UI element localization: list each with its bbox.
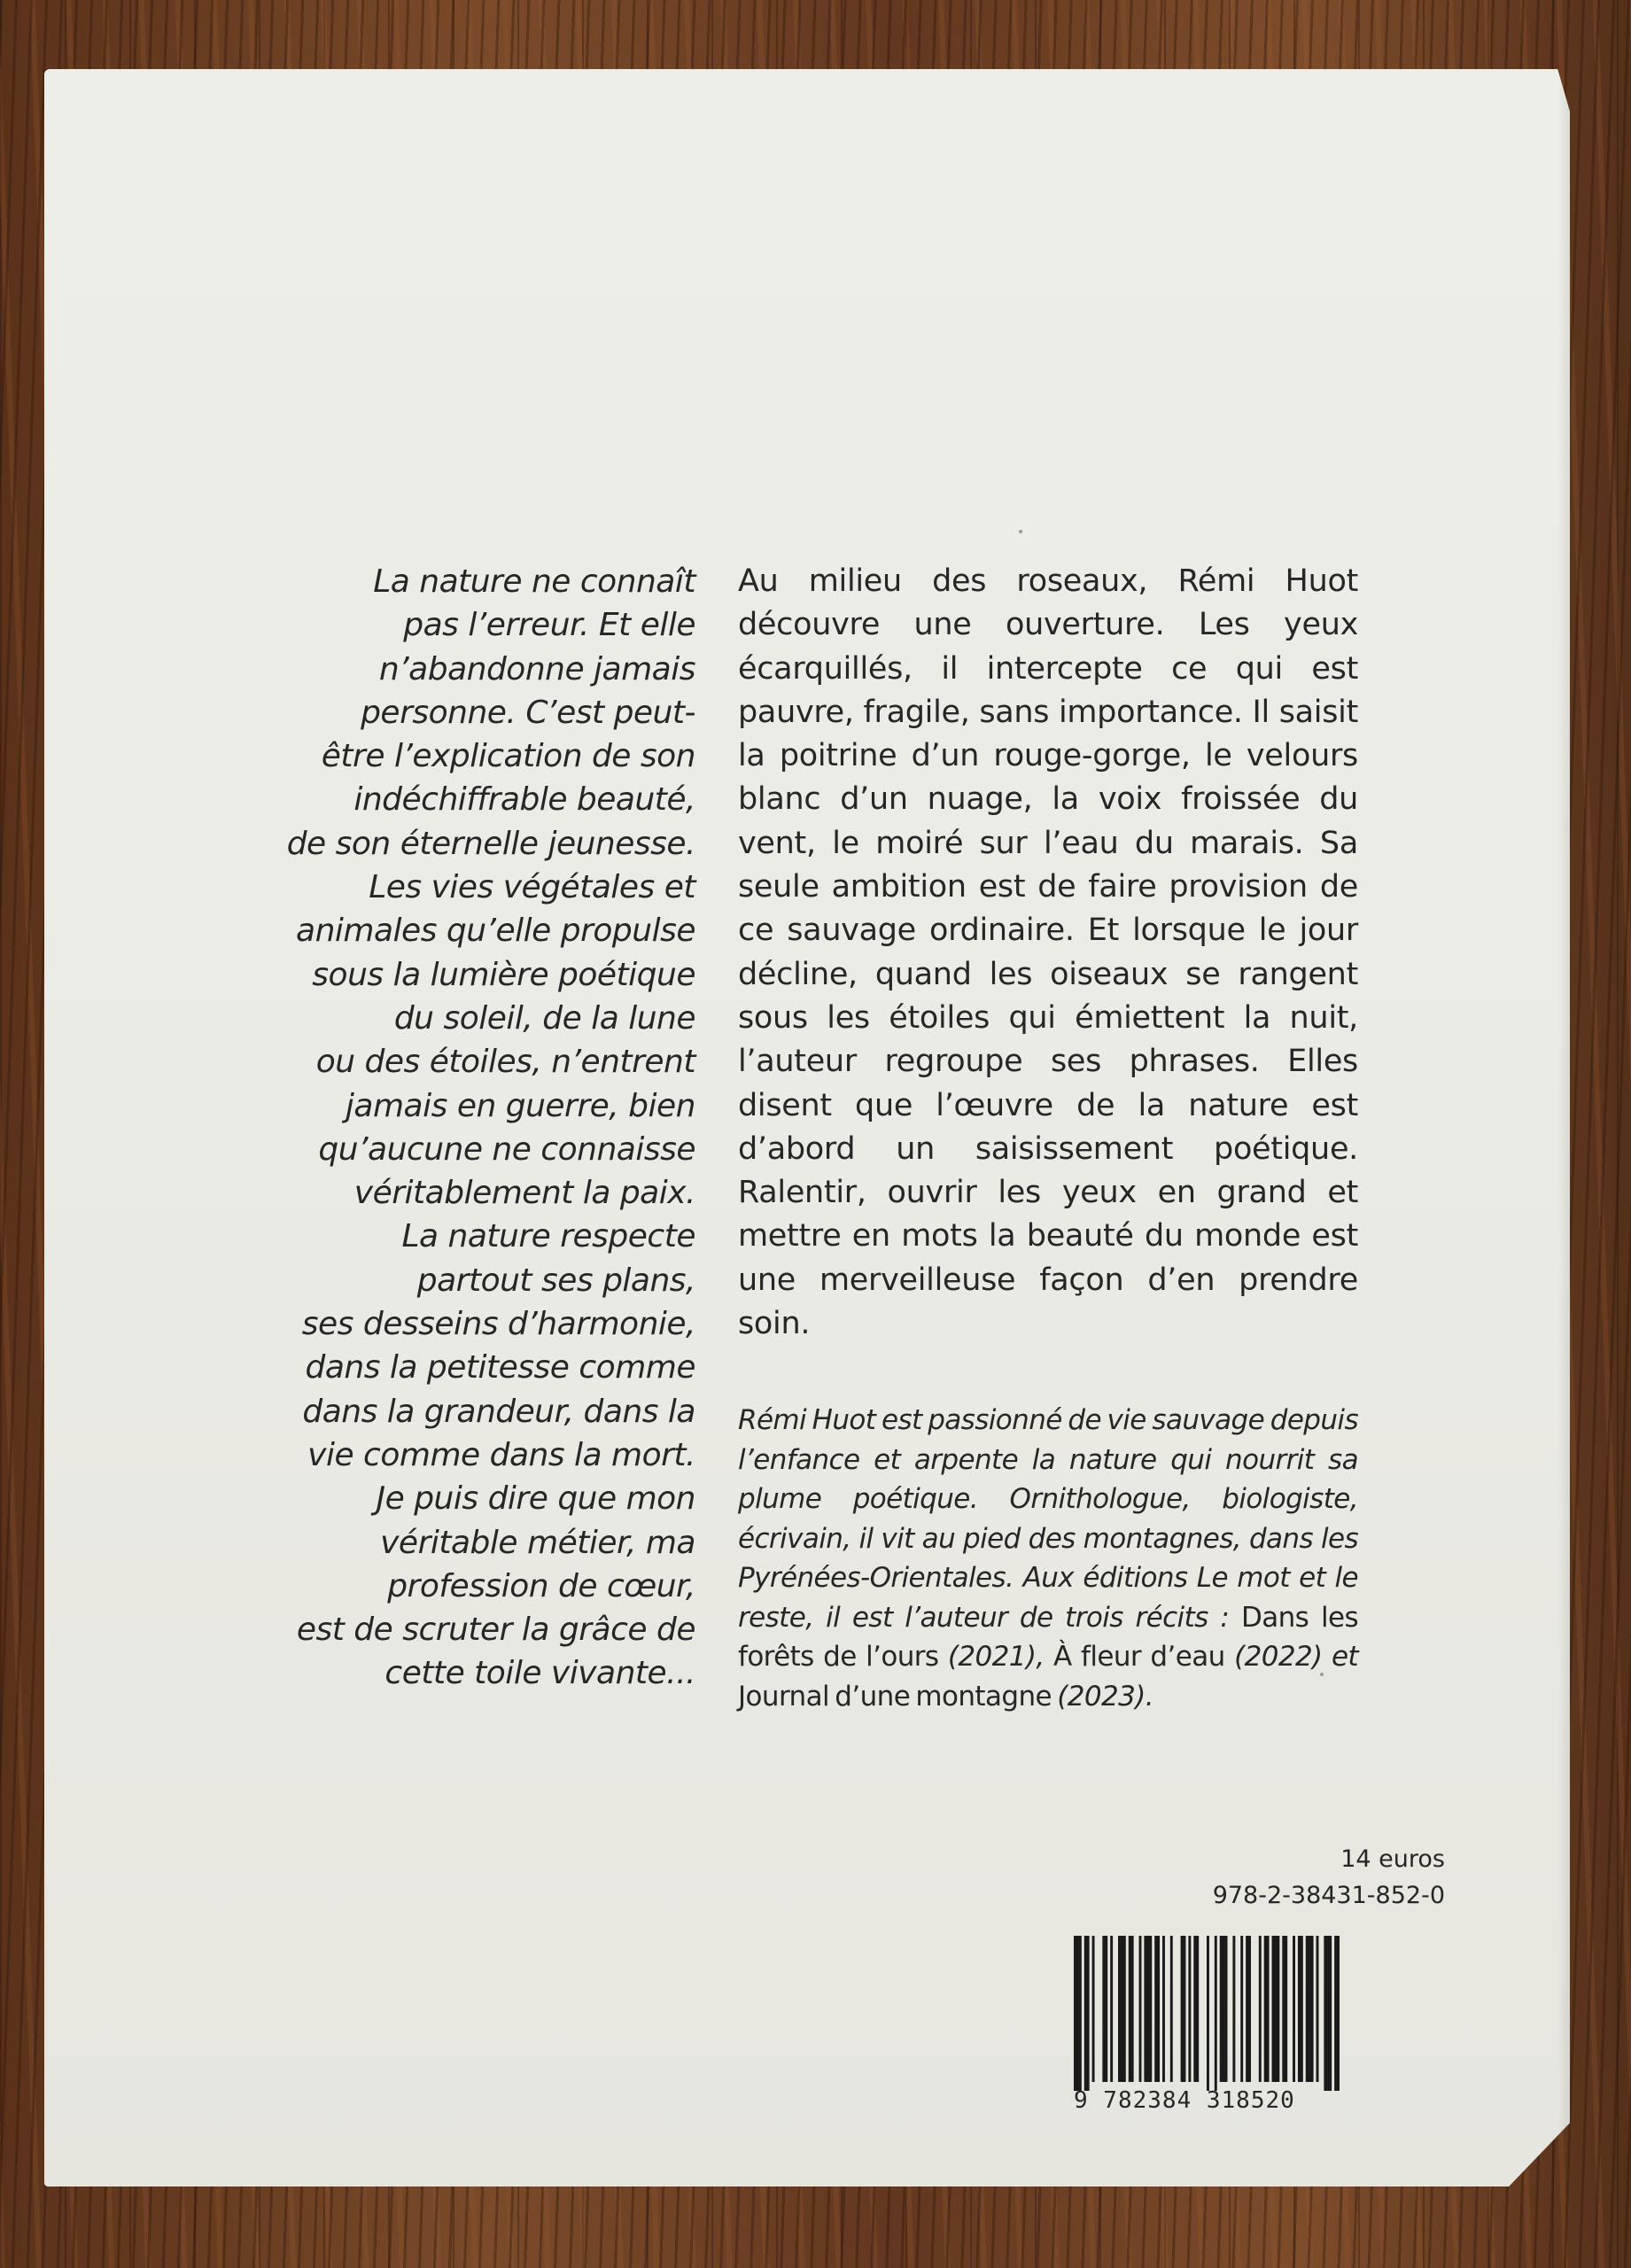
barcode-bar	[1298, 1936, 1303, 2082]
quote-line: n’abandonne jamais	[378, 650, 695, 687]
book-summary: Au milieu des roseaux, Rémi Huot découvre une ouverture. Les yeux écarquillés, il intercepte ce qui est pauvre, fragile, sans importance. Il saisit la poitrine d’un rouge-gorge, le velours blanc d’un nuage, la voix froissée du vent, le moiré sur l’eau du marais. Sa seule ambition est de faire provision de ce sauvage ordinaire. Et lorsque le jour décline, quand les oiseaux se rangent sous les étoiles qui émiettent la nuit, l’auteur regroupe ses phrases. Elles disent que l’œuvre de la nature est d’abord un saisissement poétique. Ralentir, ouvrir les yeux en grand et mettre en mots la beauté du monde est une merveilleuse façon d’en prendre soin.	[738, 563, 1358, 1342]
barcode-digits: 9 782384 318520	[1074, 2087, 1295, 2114]
barcode-bar	[1092, 1936, 1095, 2082]
back-cover-quote	[261, 560, 695, 1696]
barcode-bar	[1162, 1936, 1165, 2082]
barcode-bar	[1246, 1936, 1251, 2082]
barcode-bar	[1074, 1936, 1082, 2091]
author-bio-intro: Rémi Huot est passionné de vie sauvage depuis l’enfance et arpente la nature qui nourrit sa plume poétique. Ornithologue, biologiste, écrivain, il vit au pied des montagnes, dans les Pyrénées-Orientales. Aux éditions Le mot et le reste, il est l’auteur de trois récits :	[738, 1404, 1358, 1634]
cover-edge-shading	[1557, 69, 1570, 2186]
quote-line: personne. C’est peut-	[361, 694, 695, 731]
barcode-bar	[1232, 1936, 1235, 2082]
barcode-bar	[1118, 1936, 1126, 2082]
quote-line: jamais en guerre, bien	[345, 1087, 695, 1124]
barcode-bar	[1207, 1936, 1209, 2091]
isbn: 978-2-38431-852-0	[1212, 1882, 1445, 1909]
quote-line: dans la grandeur, dans la	[302, 1393, 695, 1430]
barcode-bar	[1316, 1936, 1319, 2082]
book-title-2: À fleur d’eau	[1053, 1641, 1225, 1674]
barcode-bar	[1220, 1936, 1228, 2082]
quote-line: qu’aucune ne connaisse	[318, 1130, 695, 1168]
barcode-bar	[1293, 1936, 1295, 2082]
barcode-bar	[1154, 1936, 1160, 2082]
barcode-bar	[1259, 1936, 1262, 2082]
barcode-bar	[1129, 1936, 1134, 2082]
quote-line: ou des étoiles, n’entrent	[315, 1044, 695, 1081]
barcode-bar	[1240, 1936, 1243, 2082]
book-year-3: (2023).	[1051, 1680, 1153, 1713]
barcode-bar	[1170, 1936, 1173, 2082]
quote-line: indéchiffrable beauté,	[353, 781, 695, 819]
book-title-3: Journal d’une montagne	[738, 1680, 1052, 1713]
barcode-bar	[1139, 1936, 1142, 2082]
quote-line: véritablement la paix.	[353, 1175, 695, 1212]
barcode-bar	[1282, 1936, 1287, 2082]
barcode-bar	[1181, 1936, 1186, 2082]
quote-line: ses desseins d’harmonie,	[301, 1306, 695, 1343]
quote-line: véritable métier, ma	[380, 1524, 695, 1561]
quote-line: sous la lumière poétique	[312, 956, 695, 993]
quote-line: dans la petitesse comme	[305, 1349, 695, 1386]
quote-line: est de scruter la grâce de	[296, 1612, 695, 1649]
author-bio	[738, 1401, 1358, 1716]
quote-line: La nature ne connaît	[373, 563, 695, 600]
quote-line: vie comme dans la mort.	[307, 1436, 695, 1473]
book-title-1: Dans les forêts de l’ours	[738, 1601, 1358, 1674]
quote-line: animales qu’elle propulse	[296, 913, 695, 950]
quote-line: être l’explication de son	[321, 738, 695, 775]
quote-line: profession de cœur,	[387, 1567, 695, 1604]
quote-line: Les vies végétales et	[369, 869, 695, 906]
barcode-bar	[1102, 1936, 1107, 2082]
right-column	[738, 560, 1358, 1716]
paper-speck	[1019, 530, 1022, 533]
barcode-bar	[1306, 1936, 1314, 2082]
barcode-bar	[1324, 1936, 1332, 2091]
quote-line: du soleil, de la lune	[393, 999, 695, 1037]
book-year-2: (2022) et	[1224, 1641, 1358, 1674]
barcode-bar	[1110, 1936, 1113, 2082]
quote-line: La nature respecte	[401, 1218, 695, 1255]
barcode-bar	[1084, 1936, 1090, 2091]
barcode-bar	[1272, 1936, 1280, 2082]
barcode-bar	[1188, 1936, 1191, 2082]
book-year-1: (2021),	[938, 1641, 1054, 1674]
quote-line: partout ses plans,	[416, 1262, 695, 1299]
price: 14 euros	[1340, 1845, 1445, 1873]
barcode-bar	[1215, 1936, 1217, 2091]
quote-line: cette toile vivante...	[384, 1655, 695, 1692]
quote-line: Je puis dire que mon	[376, 1480, 695, 1518]
quote-line: pas l’erreur. Et elle	[403, 607, 695, 644]
barcode-image	[1074, 1936, 1340, 2095]
barcode-bar	[1144, 1936, 1152, 2082]
price-block	[1213, 1841, 1445, 1914]
barcode-bar	[1264, 1936, 1270, 2082]
barcode-bar	[1334, 1936, 1340, 2091]
barcode-bar	[1193, 1936, 1199, 2082]
quote-line: de son éternelle jeunesse.	[286, 825, 695, 862]
